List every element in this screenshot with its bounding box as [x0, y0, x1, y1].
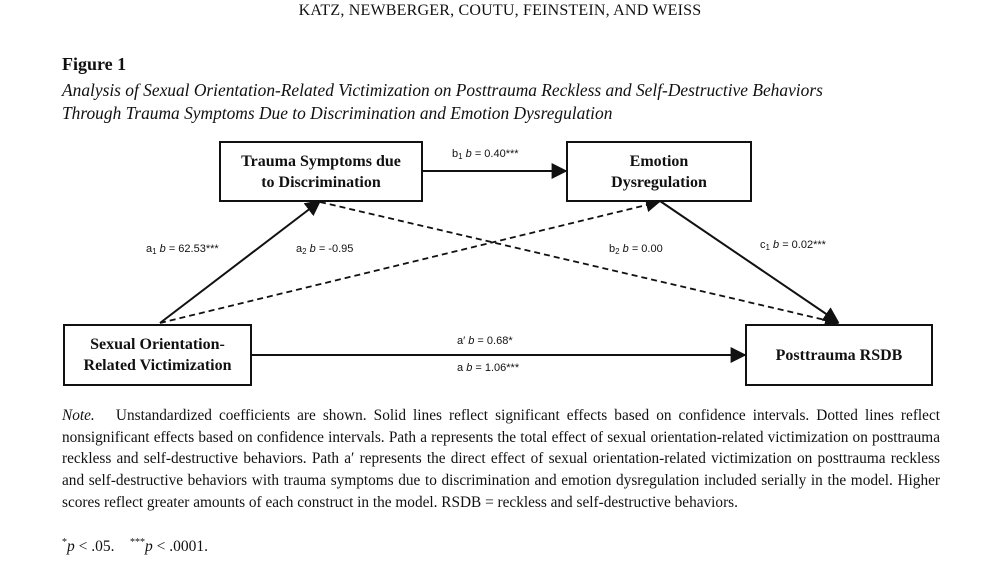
figure-note	[62, 405, 940, 514]
coef-b1: $b_1$ b = 0.40***	[452, 148, 519, 161]
coef-b2: $b_2$ b = 0.00	[609, 243, 663, 256]
node-trauma-symptoms	[219, 141, 423, 202]
coef-a-total: a b = 1.06***	[457, 362, 520, 374]
figure-label: Figure 1	[62, 54, 127, 74]
node-posttrauma-rsdb	[745, 324, 933, 386]
node-victimization-line-2: Related Victimization	[83, 357, 232, 374]
node-emotion-line-2: Dysregulation	[611, 173, 707, 191]
note-text: Unstandardized coefficients are shown. Solid lines reflect significant effects based on confidence intervals. Dotted lines reflect nonsignificant effects based on confidence intervals. Path a represents the total effect of sexual orientation-related victimization on posttrauma reckless and self-destructive behaviors. Path a′ represents the direct effect of sexual orientation-related victimization on posttrauma reckless and self-destructive behaviors with trauma symptoms due to discrimination and emotion dysregulation included serially in the model. Higher scores reflect greater amounts of each construct in the model. RSDB = reckless and self-destructive behaviors.	[62, 407, 940, 511]
node-victimization-line-1: Sexual Orientation-	[90, 336, 225, 353]
coef-c1: $c_1$ b = 0.02***	[760, 239, 826, 252]
node-trauma-line-1: Trauma Symptoms due	[241, 152, 401, 170]
significance-legend: *p < .05. ***p < .0001.	[62, 537, 208, 556]
figure-title-line-1: Analysis of Sexual Orientation-Related Victimization on Posttrauma Reckless and Self-Destructive Behaviors	[62, 80, 823, 100]
path-c1-line	[660, 201, 838, 322]
running-head: KATZ, NEWBERGER, COUTU, FEINSTEIN, AND WEISS	[298, 2, 702, 19]
path-a1-line	[160, 201, 320, 323]
coef-a2: $a_2$ b = -0.95	[296, 243, 354, 256]
figure-title	[62, 79, 942, 125]
coef-a-prime: a′ b = 0.68*	[457, 335, 513, 347]
path-a2-line	[160, 202, 659, 323]
path-b2-line	[320, 202, 838, 323]
node-victimization	[63, 324, 252, 386]
mediation-diagram	[0, 130, 1000, 400]
node-rsdb-label: Posttrauma RSDB	[775, 346, 903, 364]
note-label: Note.	[62, 407, 95, 424]
node-trauma-line-2: to Discrimination	[261, 173, 381, 191]
node-emotion-line-1: Emotion	[629, 152, 689, 170]
figure-title-line-2: Through Trauma Symptoms Due to Discrimination and Emotion Dysregulation	[62, 103, 613, 123]
node-emotion-dysregulation	[566, 141, 752, 202]
coef-a1: $a_1$ b = 62.53***	[146, 243, 219, 256]
